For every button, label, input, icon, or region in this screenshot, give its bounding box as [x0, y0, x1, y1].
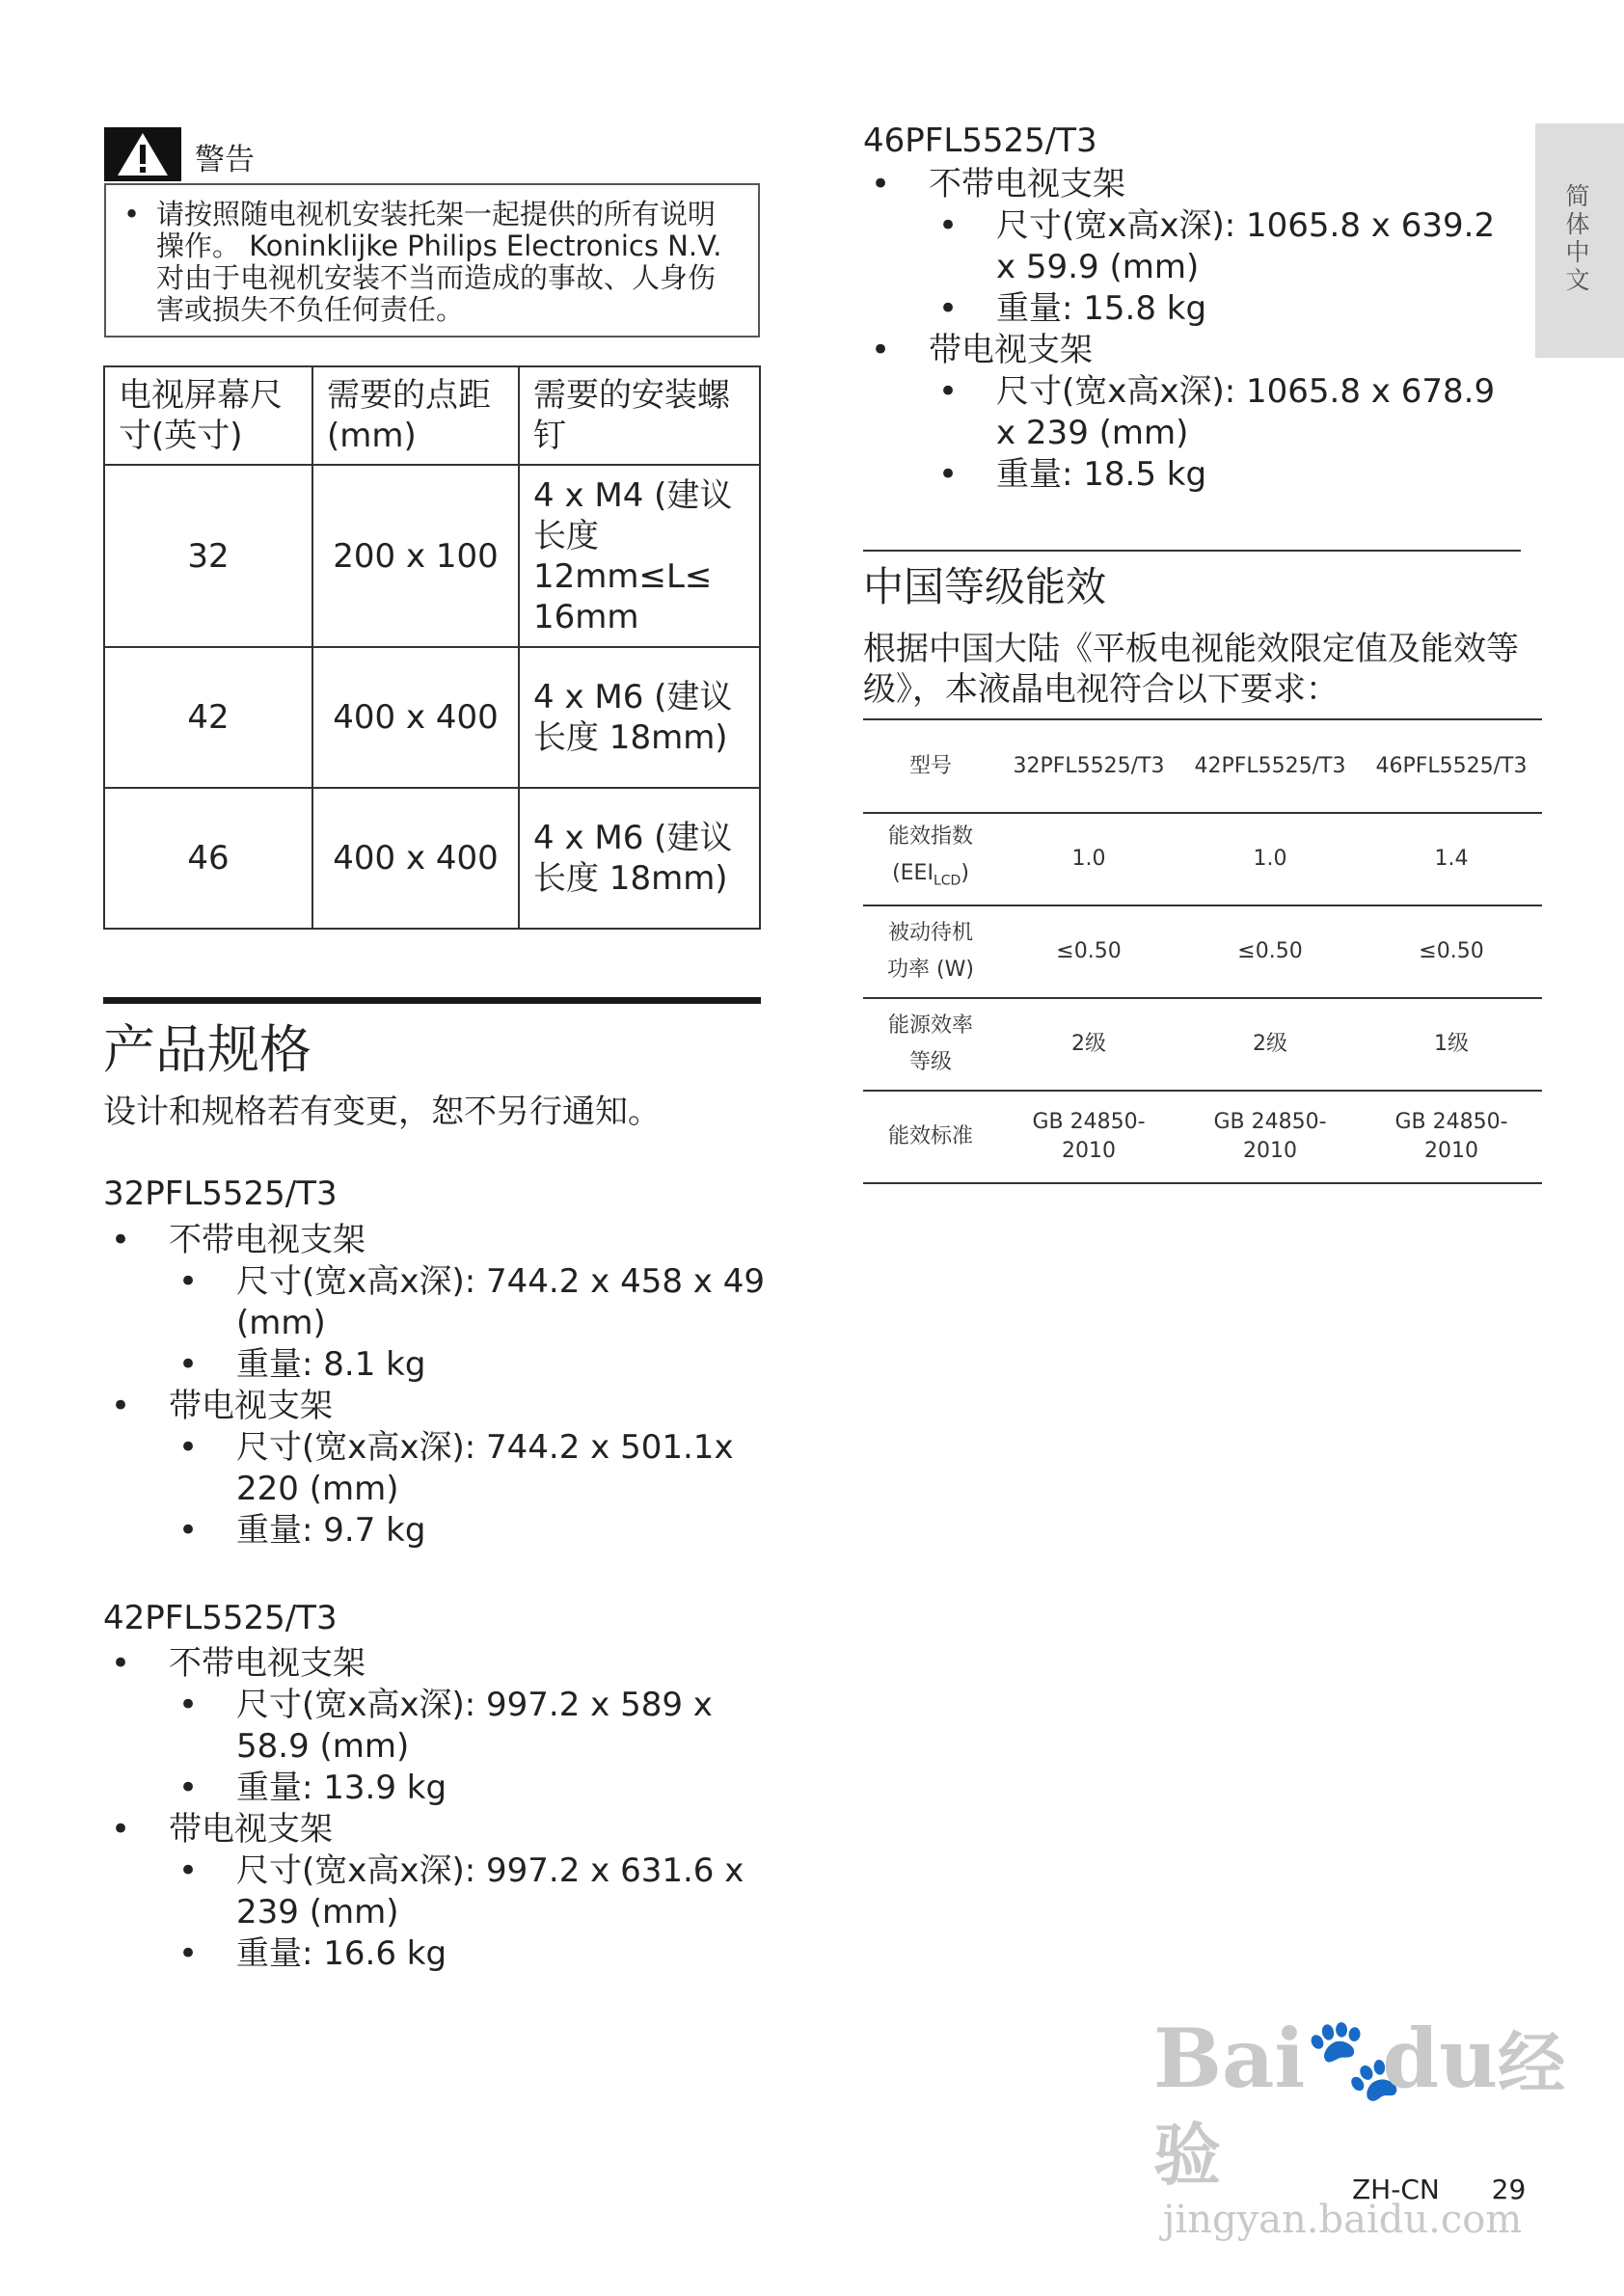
energy-row-label: 能源效率 等级 [863, 998, 998, 1091]
energy-table-top-rule [863, 718, 1542, 720]
list-item: • 重量: 16.6 kg [169, 1933, 769, 1975]
paw-icon: 🐾 [1305, 2011, 1406, 2106]
energy-cell: GB 24850- 2010 [1361, 1091, 1542, 1183]
list-item: • 尺寸(宽x高x深): 744.2 x 501.1x 220 (mm) [169, 1427, 769, 1510]
page-footer [1352, 2174, 1526, 2205]
list-item: • 不带电视支架 • 尺寸(宽x高x深): 1065.8 x 639.2 x 59.9 (mm) • 重量: 15.8 kg [863, 164, 1519, 330]
energy-rule [863, 550, 1521, 552]
specs-title: 产品规格 [103, 1019, 311, 1080]
model-32-specs [103, 1220, 769, 1552]
mount-header-size: 电视屏幕尺寸(英寸) [104, 366, 312, 465]
table-row [104, 788, 760, 929]
list-item: • 不带电视支架 • 尺寸(宽x高x深): 744.2 x 458 x 49 (mm) • 重量: 8.1 kg [103, 1220, 769, 1386]
energy-cell: 1级 [1361, 998, 1542, 1091]
mount-pitch: 400 x 400 [312, 647, 519, 788]
energy-row-label: 能效标准 [863, 1091, 998, 1183]
list-item: • 带电视支架 • 尺寸(宽x高x深): 744.2 x 501.1x 220 (mm) • 重量: 9.7 kg [103, 1386, 769, 1552]
mount-header-screw: 需要的安装螺钉 [519, 366, 760, 465]
model-46-specs [863, 164, 1519, 496]
energy-cell: 1.0 [1179, 813, 1361, 905]
table-row [863, 905, 1542, 998]
section-rule [103, 997, 761, 1004]
energy-cell: GB 24850- 2010 [998, 1091, 1179, 1183]
mount-screw: 4 x M6 (建议长度 18mm) [519, 647, 760, 788]
energy-header-model: 46PFL5525/T3 [1361, 721, 1542, 813]
table-row [863, 1091, 1542, 1183]
list-item: • 重量: 13.9 kg [169, 1768, 769, 1809]
list-item: • 尺寸(宽x高x深): 997.2 x 589 x 58.9 (mm) [169, 1685, 769, 1768]
list-item: • 重量: 8.1 kg [169, 1344, 769, 1386]
mount-size: 42 [104, 647, 312, 788]
model-42-specs [103, 1643, 769, 1975]
energy-row-label: 能效指数 $(EEI_{LCD})$ [863, 813, 998, 905]
energy-cell: ≤0.50 [998, 905, 1179, 998]
list-item: • 尺寸(宽x高x深): 997.2 x 631.6 x 239 (mm) [169, 1850, 769, 1933]
list-item: • 尺寸(宽x高x深): 744.2 x 458 x 49 (mm) [169, 1261, 769, 1344]
footer-lang: ZH-CN [1352, 2174, 1440, 2205]
list-item: • 带电视支架 • 尺寸(宽x高x深): 1065.8 x 678.9 x 239 (mm) • 重量: 18.5 kg [863, 330, 1519, 496]
warning-text: 请按照随电视机安装托架一起提供的所有说明操作。 Koninklijke Philips Electronics N.V. 对由于电视机安装不当而造成的事故、人身伤害或损失不负任何责任。 [156, 198, 722, 326]
energy-intro: 根据中国大陆《平板电视能效限定值及能效等级》，本液晶电视符合以下要求： [863, 630, 1519, 709]
warning-icon [104, 127, 181, 181]
baidu-watermark: Bai🐾du经验 jingyan.baidu.com [1153, 2011, 1566, 2242]
list-item: • 不带电视支架 • 尺寸(宽x高x深): 997.2 x 589 x 58.9 (mm) • 重量: 13.9 kg [103, 1643, 769, 1809]
list-item: • 重量: 9.7 kg [169, 1510, 769, 1552]
mount-header-pitch: 需要的点距 (mm) [312, 366, 519, 465]
mount-size: 32 [104, 465, 312, 647]
list-item: • 重量: 18.5 kg [929, 454, 1519, 496]
mount-pitch: 400 x 400 [312, 788, 519, 929]
warning-bullet: • [123, 198, 141, 230]
energy-row-label: 被动待机 功率 (W) [863, 905, 998, 998]
list-item: • 尺寸(宽x高x深): 1065.8 x 639.2 x 59.9 (mm) [929, 205, 1519, 288]
warning-title: 警告 [195, 143, 255, 177]
energy-table [863, 721, 1542, 1184]
list-item: • 带电视支架 • 尺寸(宽x高x深): 997.2 x 631.6 x 239 (mm) • 重量: 16.6 kg [103, 1809, 769, 1975]
list-item: • 重量: 15.8 kg [929, 288, 1519, 330]
specs-note: 设计和规格若有变更，恕不另行通知。 [103, 1093, 661, 1131]
energy-cell: GB 24850- 2010 [1179, 1091, 1361, 1183]
table-row [863, 998, 1542, 1091]
energy-header-model: 42PFL5525/T3 [1179, 721, 1361, 813]
model-32-label: 32PFL5525/T3 [103, 1175, 338, 1213]
list-item: • 尺寸(宽x高x深): 1065.8 x 678.9 x 239 (mm) [929, 371, 1519, 454]
mount-table [103, 365, 761, 930]
energy-header-label: 型号 [863, 721, 998, 813]
energy-cell: 1.4 [1361, 813, 1542, 905]
warning-box [104, 183, 760, 338]
table-row [104, 465, 760, 647]
energy-cell: 2级 [998, 998, 1179, 1091]
energy-title: 中国等级能效 [863, 563, 1107, 610]
mount-pitch: 200 x 100 [312, 465, 519, 647]
mount-screw: 4 x M6 (建议长度 18mm) [519, 788, 760, 929]
page-number: 29 [1491, 2174, 1527, 2205]
model-46-label: 46PFL5525/T3 [863, 122, 1097, 160]
mount-screw: 4 x M4 (建议长度 12mm≤L≤ 16mm [519, 465, 760, 647]
energy-cell: ≤0.50 [1361, 905, 1542, 998]
energy-cell: 1.0 [998, 813, 1179, 905]
table-row [863, 813, 1542, 905]
mount-size: 46 [104, 788, 312, 929]
energy-header-model: 32PFL5525/T3 [998, 721, 1179, 813]
model-42-label: 42PFL5525/T3 [103, 1599, 338, 1637]
energy-cell: 2级 [1179, 998, 1361, 1091]
table-row [104, 647, 760, 788]
energy-cell: ≤0.50 [1179, 905, 1361, 998]
language-tab-label: 简体中文 [1562, 183, 1590, 295]
